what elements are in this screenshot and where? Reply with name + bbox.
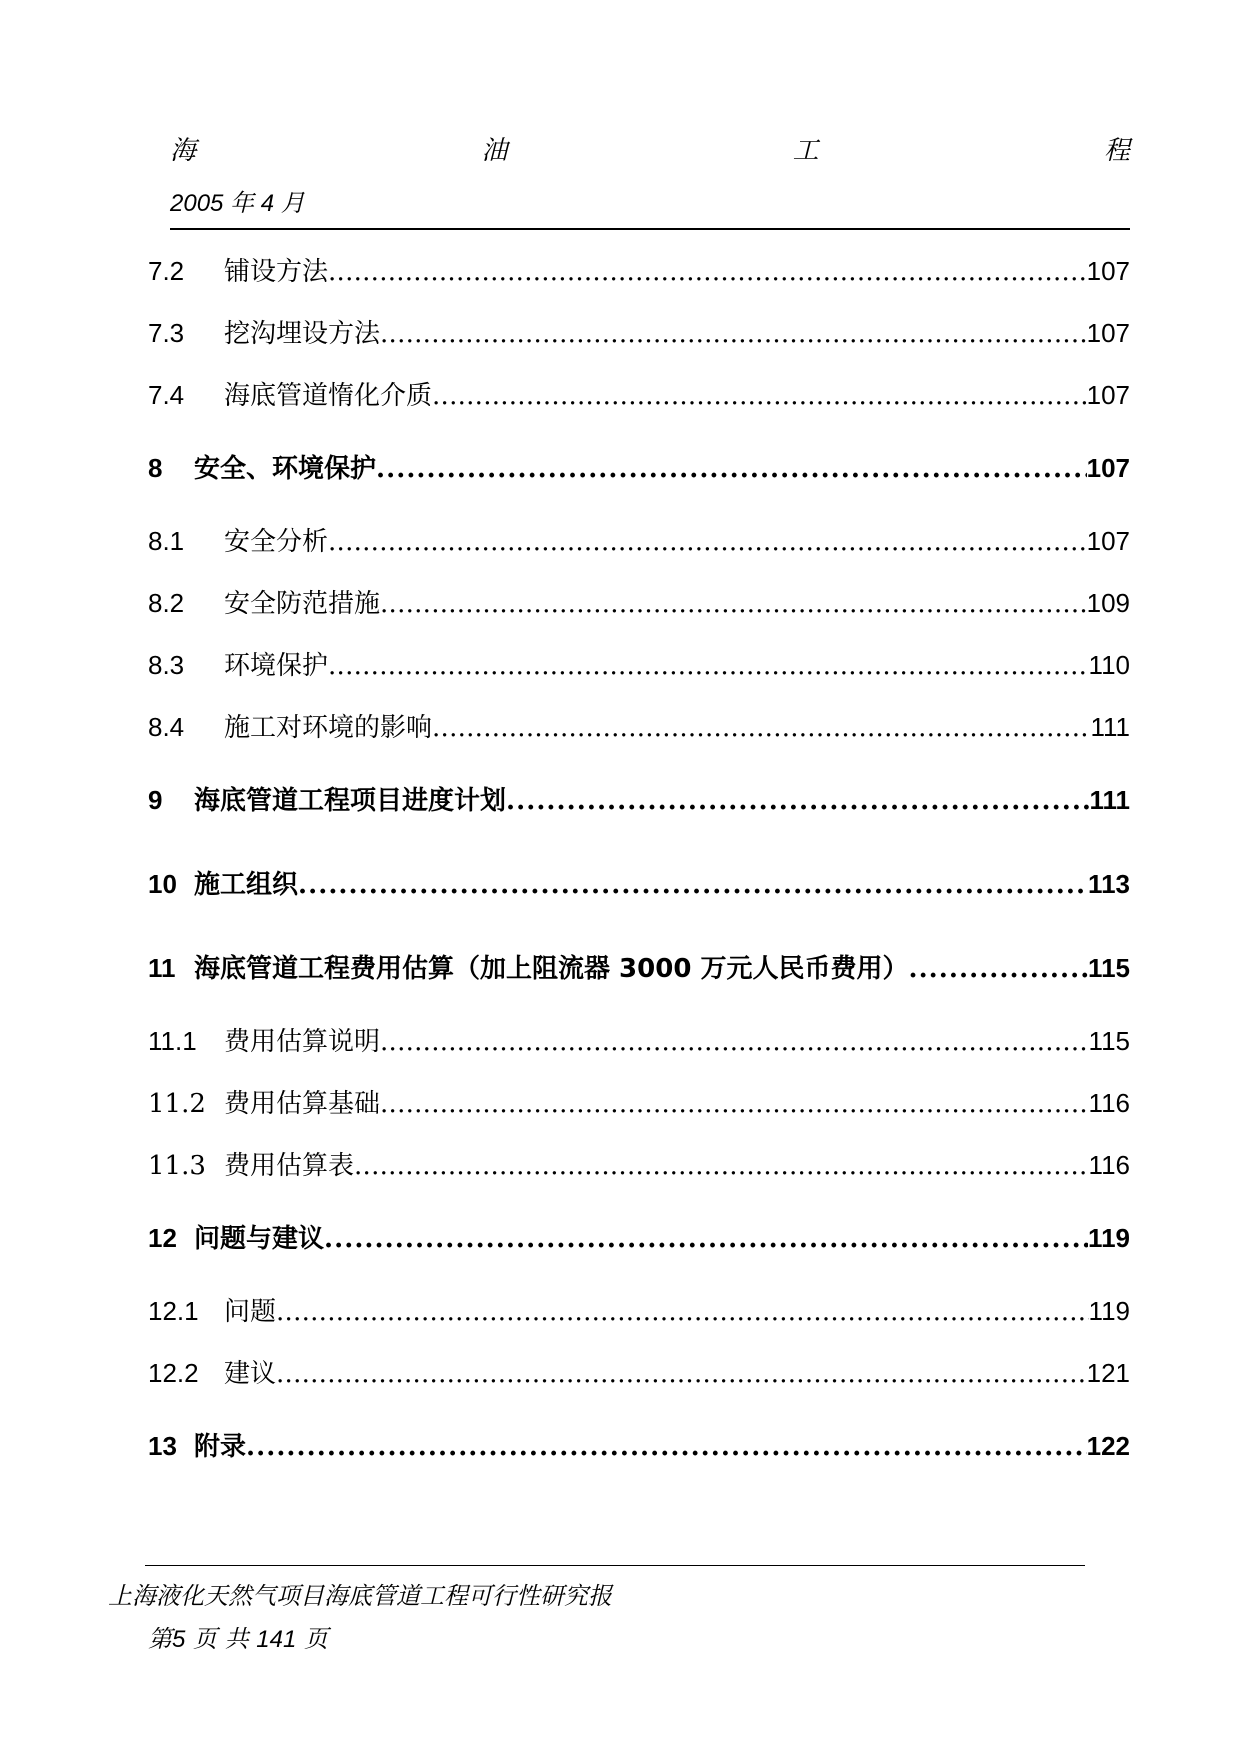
toc-entry-page: 119 <box>1088 1223 1130 1253</box>
toc-entry-title: 海底管道工程项目进度计划 <box>194 786 507 816</box>
toc-entry-title: 问题 <box>224 1297 277 1327</box>
toc-entry-page: 107 <box>1086 318 1130 348</box>
toc-entry-number: 7.2 <box>148 256 185 286</box>
toc-entry-page: 107 <box>1086 380 1130 410</box>
header-company-char: 程 <box>1103 136 1130 166</box>
toc-entry-title: 费用估算说明 <box>224 1027 381 1057</box>
toc-section-entry[interactable] <box>148 1280 1130 1342</box>
toc-entry-number: 8.4 <box>148 712 185 742</box>
footer-page-prefix: 第 <box>148 1625 172 1653</box>
toc-entry-number: 12 <box>148 1223 177 1253</box>
toc-entry-page: 115 <box>1088 953 1130 983</box>
footer-page-number <box>108 1619 612 1654</box>
footer-page-total: 141 <box>256 1626 297 1653</box>
footer-page-suffix: 页 <box>303 1625 328 1653</box>
toc-entry-page: 107 <box>1086 453 1130 483</box>
toc-entry-title: 安全分析 <box>224 527 329 557</box>
toc-entry-page: 107 <box>1086 256 1130 286</box>
toc-entry-page: 109 <box>1086 588 1130 618</box>
toc-chapter-entry[interactable] <box>148 1196 1130 1280</box>
toc-dot-leader <box>376 427 1087 510</box>
toc-entry-title: 附录 <box>194 1432 247 1462</box>
toc-dot-leader <box>432 365 1087 426</box>
toc-entry-number: 7.3 <box>148 318 185 348</box>
toc-entry-title: 施工组织 <box>194 870 299 900</box>
toc-entry-page: 116 <box>1088 1088 1130 1118</box>
toc-dot-leader <box>354 1135 1089 1196</box>
toc-entry-number: 8 <box>148 453 163 483</box>
toc-chapter-entry[interactable] <box>148 758 1130 842</box>
toc-section-entry[interactable] <box>148 302 1130 364</box>
toc-dot-leader <box>908 927 1088 1010</box>
toc-entry-number: 11 <box>148 953 176 983</box>
toc-dot-leader <box>506 759 1089 842</box>
toc-section-entry[interactable] <box>148 1134 1130 1196</box>
page-footer <box>108 1576 612 1654</box>
header-date: 2005 年 4 月 <box>170 190 305 217</box>
toc-entry-page: 113 <box>1088 869 1130 899</box>
header-divider <box>170 228 1130 230</box>
header-company-char: 工 <box>792 136 819 166</box>
toc-entry-page: 122 <box>1086 1431 1130 1461</box>
toc-entry-number: 8.3 <box>148 650 185 680</box>
toc-section-entry[interactable] <box>148 364 1130 426</box>
toc-dot-leader <box>276 1343 1087 1404</box>
toc-dot-leader <box>380 1011 1089 1072</box>
toc-entry-title: 铺设方法 <box>224 257 329 287</box>
toc-entry-page: 119 <box>1088 1296 1130 1326</box>
header-company-char: 油 <box>481 136 508 166</box>
toc-section-entry[interactable] <box>148 240 1130 302</box>
toc-entry-number: 7.4 <box>148 380 185 410</box>
toc-chapter-entry[interactable] <box>148 842 1130 926</box>
toc-entry-page: 107 <box>1086 526 1130 556</box>
toc-entry-number: 11.1 <box>148 1026 197 1056</box>
toc-entry-page: 116 <box>1088 1150 1130 1180</box>
toc-section-entry[interactable] <box>148 1072 1130 1134</box>
toc-section-entry[interactable] <box>148 572 1130 634</box>
toc-entry-title: 施工对环境的影响 <box>224 713 433 743</box>
toc-entry-title: 问题与建议 <box>194 1224 325 1254</box>
table-of-contents <box>148 240 1130 1488</box>
toc-dot-leader <box>328 241 1087 302</box>
toc-entry-page: 111 <box>1090 712 1130 742</box>
toc-dot-leader <box>246 1405 1087 1488</box>
toc-section-entry[interactable] <box>148 696 1130 758</box>
toc-section-entry[interactable] <box>148 1342 1130 1404</box>
toc-dot-leader <box>380 1073 1089 1134</box>
toc-dot-leader <box>324 1197 1088 1280</box>
toc-entry-page: 121 <box>1086 1358 1130 1388</box>
page-header <box>170 130 1130 218</box>
toc-entry-title: 环境保护 <box>224 651 329 681</box>
toc-entry-number: 8.2 <box>148 588 185 618</box>
toc-entry-number: 12.2 <box>148 1358 199 1388</box>
footer-divider <box>145 1565 1085 1566</box>
toc-chapter-entry[interactable] <box>148 1404 1130 1488</box>
toc-entry-title: 挖沟埋设方法 <box>224 319 381 349</box>
toc-dot-leader <box>380 303 1087 364</box>
toc-chapter-entry[interactable] <box>148 426 1130 510</box>
toc-dot-leader <box>276 1281 1089 1342</box>
toc-section-entry[interactable] <box>148 1010 1130 1072</box>
toc-dot-leader <box>432 697 1090 758</box>
toc-section-entry[interactable] <box>148 634 1130 696</box>
toc-entry-title: 费用估算基础 <box>224 1089 381 1119</box>
toc-entry-title: 海底管道工程费用估算（加上阻流器 3000 万元人民币费用） <box>194 954 909 984</box>
footer-report-title: 上海液化天然气项目海底管道工程可行性研究报 <box>108 1582 612 1610</box>
toc-entry-title: 建议 <box>224 1359 277 1389</box>
toc-entry-number: 11.2 <box>148 1089 206 1119</box>
toc-entry-number: 9 <box>148 785 163 815</box>
toc-chapter-entry[interactable] <box>148 926 1130 1010</box>
toc-entry-page: 115 <box>1088 1026 1130 1056</box>
toc-entry-title: 安全、环境保护 <box>194 454 377 484</box>
toc-entry-page: 110 <box>1088 650 1130 680</box>
footer-page-current: 5 <box>172 1626 186 1653</box>
toc-dot-leader <box>328 635 1089 696</box>
toc-entry-number: 11.3 <box>148 1151 206 1181</box>
toc-entry-number: 10 <box>148 869 177 899</box>
toc-entry-number: 8.1 <box>148 526 185 556</box>
toc-dot-leader <box>328 511 1087 572</box>
header-company-name <box>170 130 1130 167</box>
toc-entry-page: 111 <box>1089 785 1130 815</box>
toc-dot-leader <box>380 573 1087 634</box>
toc-entry-number: 12.1 <box>148 1296 199 1326</box>
toc-entry-title: 安全防范措施 <box>224 589 381 619</box>
footer-page-mid: 页 共 <box>193 1625 249 1653</box>
toc-entry-title: 海底管道惰化介质 <box>224 381 433 411</box>
header-company-char: 海 <box>170 136 197 166</box>
toc-entry-title: 费用估算表 <box>224 1151 355 1181</box>
toc-entry-number: 13 <box>148 1431 177 1461</box>
toc-dot-leader <box>298 843 1088 926</box>
toc-section-entry[interactable] <box>148 510 1130 572</box>
